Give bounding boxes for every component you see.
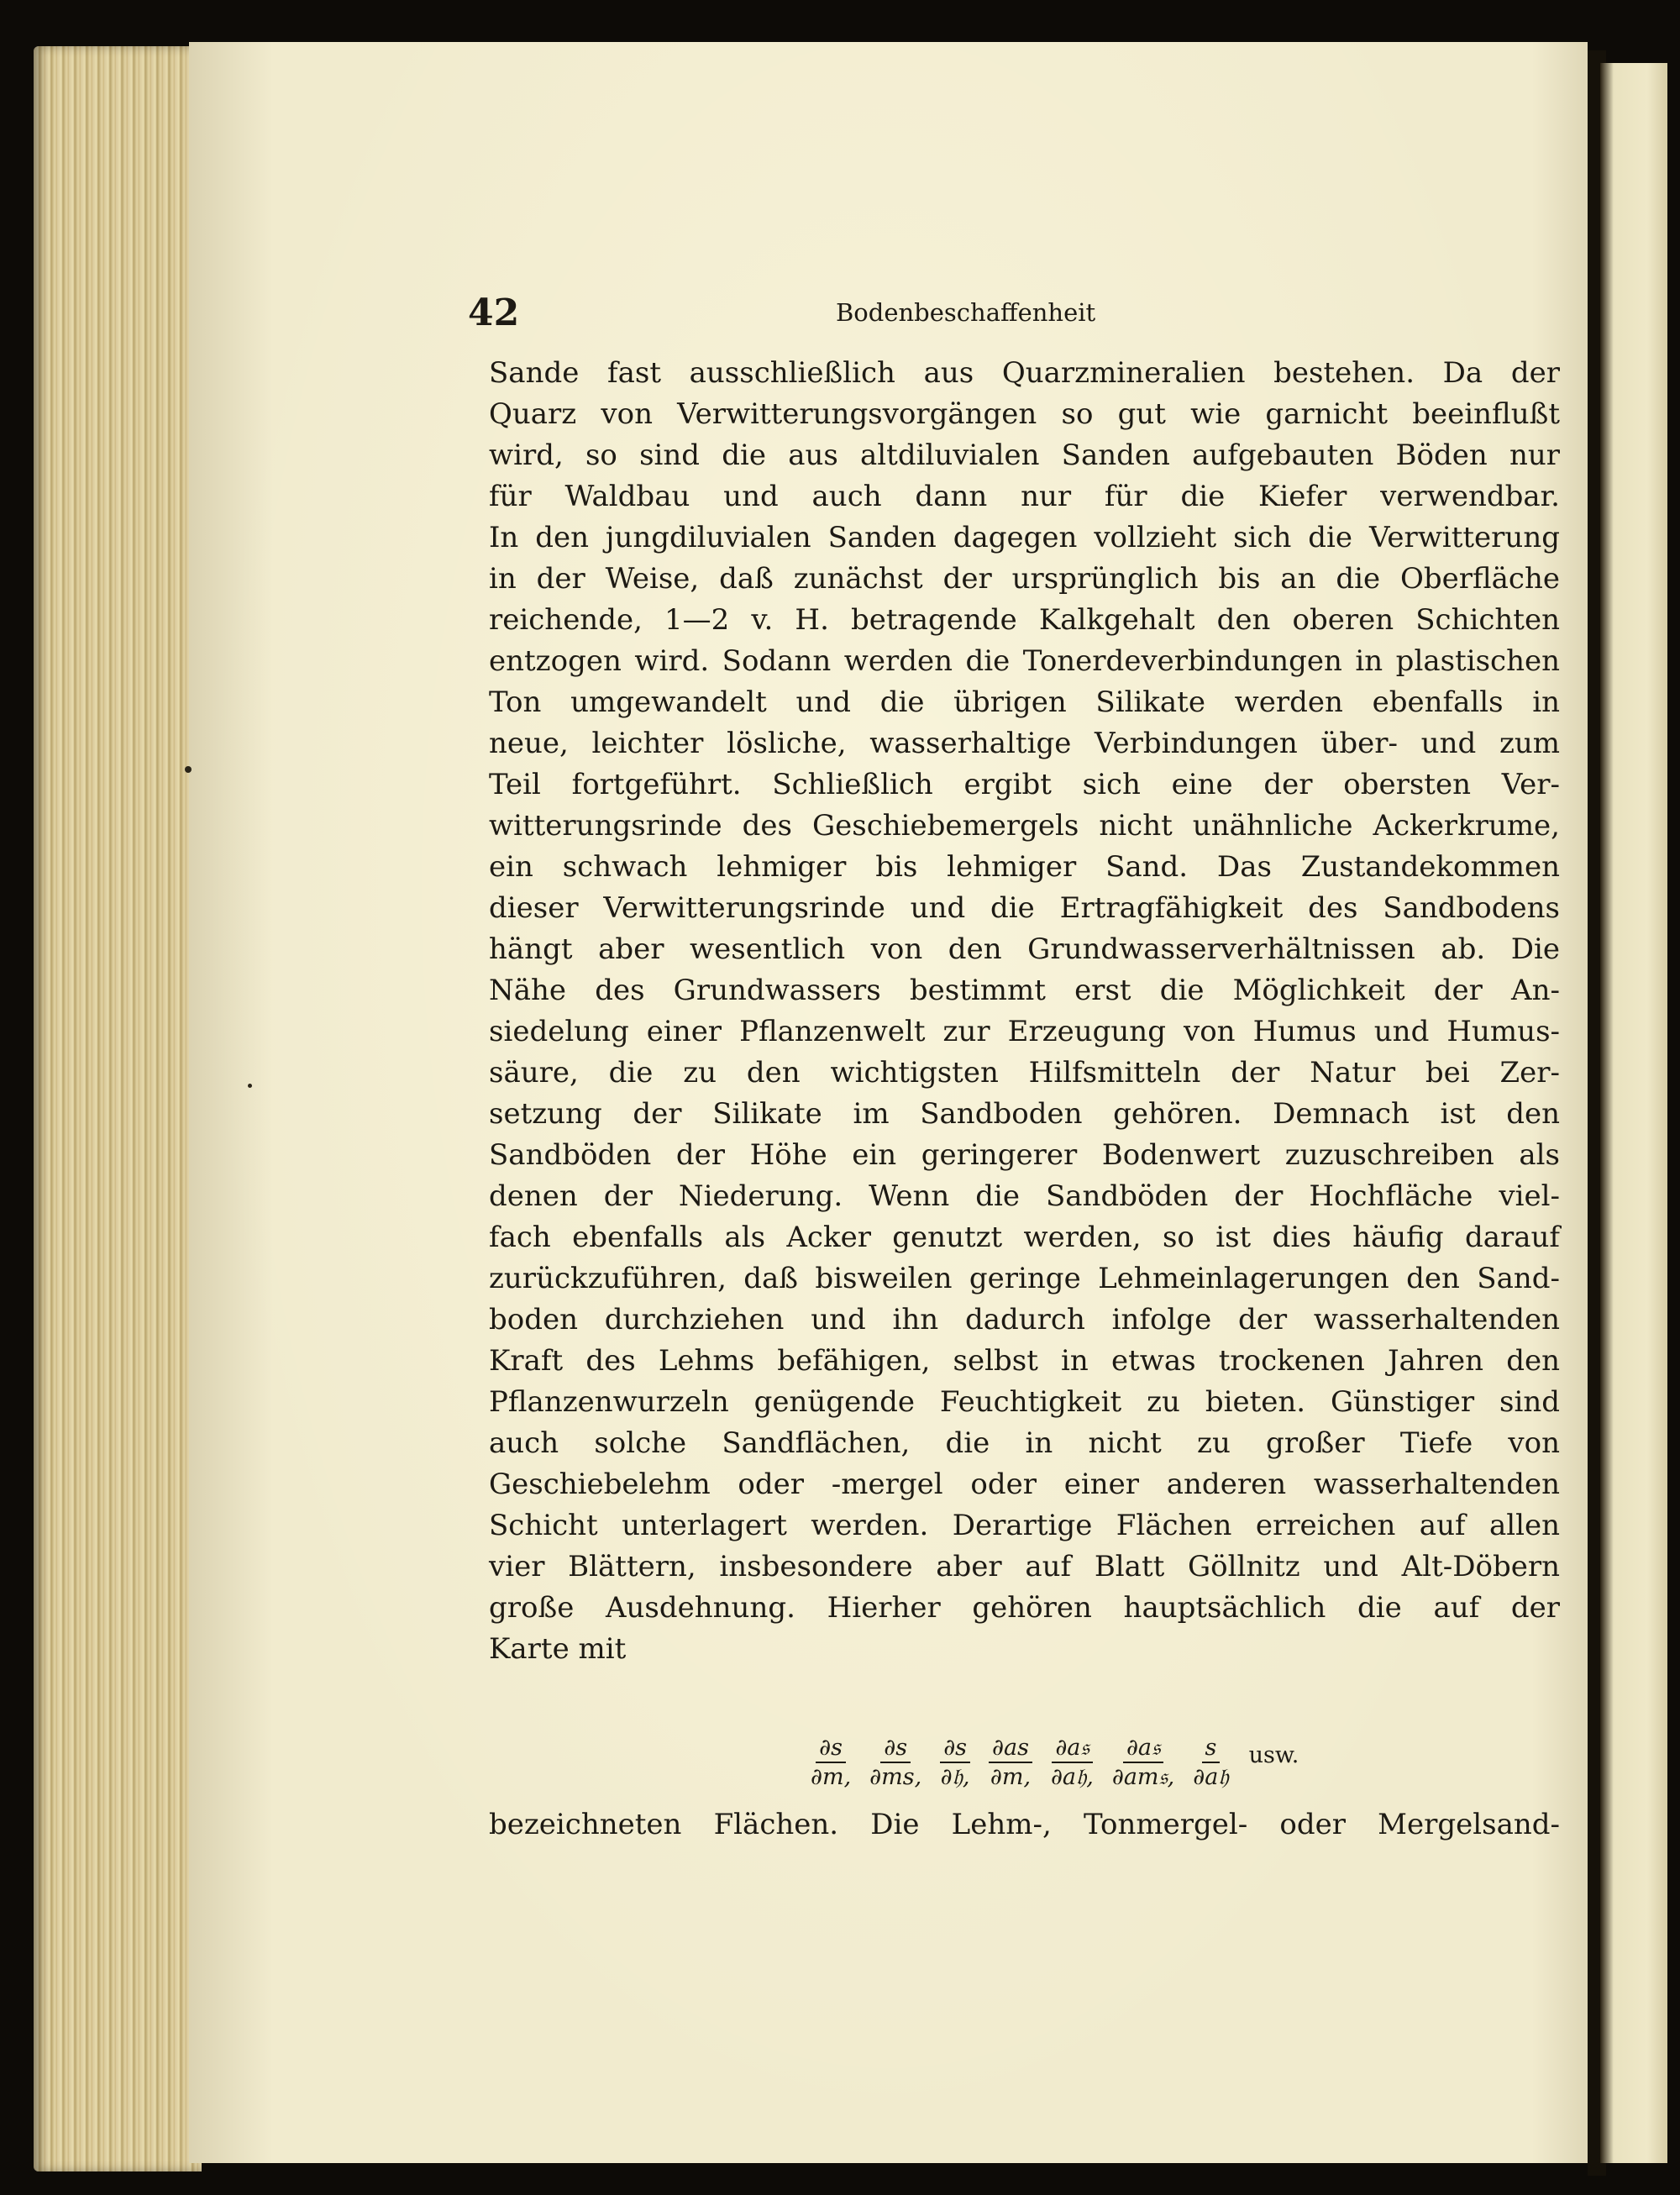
formula-denominator-text: ∂ms: [869, 1764, 915, 1790]
text-line: siedelung einer Pflanzenwelt zur Erzeugung von Humus und Humus-: [489, 1015, 1560, 1048]
stray-ink-mark: [185, 766, 192, 773]
formula-denominator-text: ∂m: [990, 1764, 1024, 1790]
formula-numerator: ∂a𝔰: [1052, 1735, 1092, 1763]
text-line: dieser Verwitterungsrinde und die Ertragfähigkeit des Sandbodens: [489, 891, 1560, 925]
text-line: neue, leichter lösliche, wasserhaltige Verbindungen über- und zum: [489, 727, 1560, 760]
text-line: Nähe des Grundwassers bestimmt erst die Möglichkeit der An-: [489, 974, 1560, 1007]
formula-separator: ,: [962, 1764, 970, 1790]
text-line: auch solche Sandflächen, die in nicht zu großer Tiefe von: [489, 1426, 1560, 1460]
formula-numerator: ∂s: [816, 1735, 846, 1763]
text-line: Teil fortgeführt. Schließlich ergibt sich eine der obersten Ver-: [489, 768, 1560, 801]
text-line: für Waldbau und auch dann nur für die Kiefer verwendbar.: [489, 480, 1560, 513]
text-line: In den jungdiluvialen Sanden dagegen vollzieht sich die Verwitterung: [489, 521, 1560, 554]
formula-fraction: [1112, 1735, 1174, 1792]
text-line: ein schwach lehmiger bis lehmiger Sand. Das Zustandekommen: [489, 850, 1560, 884]
formula-denominator: [1051, 1763, 1094, 1792]
formula-denominator-text: ∂a𝔥: [1050, 1764, 1087, 1790]
formula-separator: ,: [843, 1764, 852, 1790]
text-line: fach ebenfalls als Acker genutzt werden, so ist dies häufig darauf: [489, 1221, 1560, 1254]
next-page-edge: [1600, 63, 1667, 2163]
formula-fraction: [989, 1735, 1032, 1792]
formula-separator: ,: [1167, 1764, 1175, 1790]
text-line: Schicht unterlagert werden. Derartige Flächen erreichen auf allen: [489, 1509, 1560, 1542]
running-head: Bodenbeschaffenheit: [836, 298, 1096, 327]
formula-denominator: [941, 1763, 970, 1792]
page-header: [189, 291, 1588, 342]
formula-denominator: [869, 1763, 921, 1792]
body-text: [489, 353, 1560, 1670]
text-line: entzogen wird. Sodann werden die Tonerdeverbindungen in plastischen: [489, 644, 1560, 678]
formula-separator: ,: [914, 1764, 922, 1790]
text-line: boden durchziehen und ihn dadurch infolge der wasserhaltenden: [489, 1303, 1560, 1336]
formula-fraction: [811, 1735, 851, 1792]
body-text-continued: [489, 1804, 1560, 1846]
text-line: reichende, 1—2 v. H. betragende Kalkgehalt den oberen Schichten: [489, 603, 1560, 637]
formula-separator: ,: [1023, 1764, 1032, 1790]
text-line: bezeichneten Flächen. Die Lehm-, Tonmergel- oder Mergelsand-: [489, 1808, 1560, 1841]
text-line: in der Weise, daß zunächst der ursprünglich bis an die Oberfläche: [489, 562, 1560, 596]
formula-fraction: [869, 1735, 921, 1792]
formula-denominator: [990, 1763, 1031, 1792]
formula-denominator-text: ∂𝔥: [940, 1764, 963, 1790]
formula-fraction: [1193, 1735, 1228, 1792]
text-line: witterungsrinde des Geschiebemergels nicht unähnliche Ackerkrume,: [489, 809, 1560, 843]
formula-fraction: [1051, 1735, 1094, 1792]
formula-denominator-text: ∂am𝔰: [1111, 1764, 1168, 1790]
text-line: Karte mit: [489, 1632, 627, 1666]
formula-denominator: [1112, 1763, 1174, 1792]
map-symbol-formulas: [811, 1725, 1449, 1792]
formula-denominator: ∂a𝔥: [1193, 1764, 1229, 1790]
text-line: denen der Niederung. Wenn die Sandböden der Hochfläche viel-: [489, 1179, 1560, 1213]
book-page: [189, 42, 1588, 2163]
formula-numerator: ∂as: [989, 1735, 1032, 1763]
formula-denominator: [811, 1763, 851, 1792]
text-line: Geschiebelehm oder -mergel oder einer anderen wasserhaltenden: [489, 1468, 1560, 1501]
text-line: Kraft des Lehms befähigen, selbst in etwas trockenen Jahren den: [489, 1344, 1560, 1378]
formula-numerator: s: [1202, 1735, 1221, 1763]
formula-numerator: ∂s: [940, 1735, 970, 1763]
formula-fraction: [940, 1735, 970, 1792]
formula-separator: ,: [1086, 1764, 1094, 1790]
text-line: Quarz von Verwitterungsvorgängen so gut wie garnicht beeinflußt: [489, 397, 1560, 431]
text-line: vier Blättern, insbesondere aber auf Blatt Göllnitz und Alt-Döbern: [489, 1550, 1560, 1583]
text-line: große Ausdehnung. Hierher gehören hauptsächlich die auf der: [489, 1591, 1560, 1625]
formula-suffix: usw.: [1248, 1742, 1299, 1768]
text-line: wird, so sind die aus altdiluvialen Sanden aufgebauten Böden nur: [489, 438, 1560, 472]
book-page-edges: [34, 46, 202, 2171]
formula-numerator: ∂s: [880, 1735, 911, 1763]
text-line: Sande fast ausschließlich aus Quarzmineralien bestehen. Da der: [489, 356, 1560, 390]
formula-denominator-text: ∂m: [811, 1764, 844, 1790]
formula-numerator: ∂a𝔰: [1123, 1735, 1163, 1763]
text-line: zurückzuführen, daß bisweilen geringe Lehmeinlagerungen den Sand-: [489, 1262, 1560, 1295]
text-line: setzung der Silikate im Sandboden gehören. Demnach ist den: [489, 1097, 1560, 1131]
text-line: hängt aber wesentlich von den Grundwasserverhältnissen ab. Die: [489, 932, 1560, 966]
text-line: Pflanzenwurzeln genügende Feuchtigkeit zu bieten. Günstiger sind: [489, 1385, 1560, 1419]
page-number: 42: [468, 291, 520, 334]
text-line: Sandböden der Höhe ein geringerer Bodenwert zuzuschreiben als: [489, 1138, 1560, 1172]
text-line: Ton umgewandelt und die übrigen Silikate werden ebenfalls in: [489, 685, 1560, 719]
stray-ink-mark: [248, 1084, 252, 1088]
text-line: säure, die zu den wichtigsten Hilfsmitteln der Natur bei Zer-: [489, 1056, 1560, 1090]
